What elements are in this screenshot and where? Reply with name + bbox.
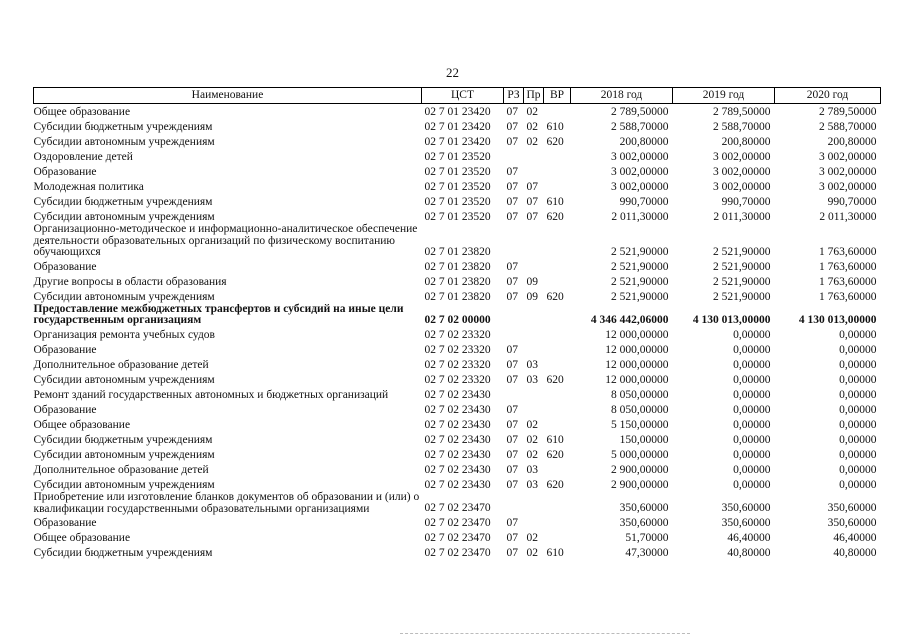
cell-rz: 07 xyxy=(506,211,518,223)
cell-cst: 02 7 01 23420 xyxy=(424,136,491,148)
cell-name: Организация ремонта учебных судов xyxy=(33,328,215,341)
table-row xyxy=(34,447,881,462)
cell-y2019: 3 002,00000 xyxy=(713,166,771,178)
cell-vr: 610 xyxy=(546,547,564,560)
cell-pr: 07 xyxy=(526,181,538,193)
cell-y2020: 0,00000 xyxy=(839,373,877,386)
table-row xyxy=(34,104,881,120)
cell-pr xyxy=(524,149,544,164)
cell-name: Общее образование xyxy=(33,532,131,545)
table-row xyxy=(34,289,881,304)
table-row xyxy=(34,357,881,372)
cell-pr: 02 xyxy=(526,106,538,118)
cell-name: Субсидии бюджетным учреждениям xyxy=(33,547,213,560)
cell-y2019: 0,00000 xyxy=(733,433,771,446)
cell-name: Субсидии автономным учреждениям xyxy=(33,448,215,461)
cell-name: Субсидии бюджетным учреждениям xyxy=(33,121,213,133)
cell-cst: 02 7 01 23820 xyxy=(424,245,491,258)
cell-vr: 620 xyxy=(546,373,564,386)
cell-vr xyxy=(544,417,571,432)
cell-y2018: 2 900,00000 xyxy=(611,478,669,491)
table-body xyxy=(34,104,881,561)
cell-rz: 07 xyxy=(506,433,518,446)
cell-pr: 02 xyxy=(526,136,538,148)
cell-rz: 07 xyxy=(506,121,518,133)
cell-cst: 02 7 02 23470 xyxy=(424,502,491,515)
cell-name: Оздоровление детей xyxy=(33,151,133,163)
cell-pr: 09 xyxy=(526,290,538,303)
cell-name: Субсидии автономным учреждениям xyxy=(33,478,215,491)
cell-rz xyxy=(504,327,524,342)
cell-cst: 02 7 02 23470 xyxy=(424,547,491,560)
cell-rz: 07 xyxy=(506,448,518,461)
cell-y2020: 990,70000 xyxy=(827,196,877,208)
cell-rz: 07 xyxy=(506,373,518,386)
cell-cst: 02 7 01 23820 xyxy=(424,275,491,288)
cell-vr xyxy=(544,402,571,417)
cell-y2019: 46,40000 xyxy=(727,532,771,545)
cell-vr xyxy=(544,342,571,357)
table-row xyxy=(34,179,881,194)
cell-pr: 07 xyxy=(526,196,538,208)
cell-y2020: 2 588,70000 xyxy=(819,121,877,133)
cell-vr xyxy=(544,462,571,477)
cell-y2019: 0,00000 xyxy=(733,358,771,371)
cell-y2020: 4 130 013,00000 xyxy=(798,313,877,326)
cell-rz: 07 xyxy=(506,290,518,303)
cell-y2018: 2 521,90000 xyxy=(611,275,669,288)
cell-vr xyxy=(544,515,571,530)
table-row xyxy=(34,545,881,560)
cell-name: Образование xyxy=(33,403,97,416)
cell-cst: 02 7 02 23430 xyxy=(424,433,491,446)
cell-rz: 07 xyxy=(506,358,518,371)
cell-pr: 03 xyxy=(526,463,538,476)
cell-y2018: 12 000,00000 xyxy=(605,373,669,386)
cell-cst: 02 7 01 23520 xyxy=(424,166,491,178)
cell-y2020: 0,00000 xyxy=(839,388,877,401)
cell-y2018: 150,00000 xyxy=(619,433,669,446)
cell-pr xyxy=(524,492,544,515)
cell-y2018: 8 050,00000 xyxy=(611,403,669,416)
cell-pr xyxy=(524,342,544,357)
cell-rz xyxy=(504,492,524,515)
cell-y2020: 0,00000 xyxy=(839,358,877,371)
cell-y2019: 2 521,90000 xyxy=(713,245,771,258)
table-row xyxy=(34,209,881,224)
cell-y2020: 1 763,60000 xyxy=(819,290,877,303)
budget-table xyxy=(33,87,881,560)
cell-rz: 07 xyxy=(506,166,518,178)
table-row xyxy=(34,327,881,342)
cell-name: Субсидии бюджетным учреждениям xyxy=(33,196,213,208)
footer-divider xyxy=(400,633,690,635)
cell-y2018: 350,60000 xyxy=(619,502,669,515)
cell-y2018: 4 346 442,06000 xyxy=(590,313,669,326)
cell-cst: 02 7 02 23320 xyxy=(424,343,491,356)
cell-rz: 07 xyxy=(506,478,518,491)
cell-rz xyxy=(504,224,524,259)
cell-vr: 620 xyxy=(546,211,564,223)
cell-vr xyxy=(544,274,571,289)
cell-pr: 03 xyxy=(526,478,538,491)
cell-y2018: 2 521,90000 xyxy=(611,260,669,273)
col-header-pr: Пр xyxy=(524,88,544,104)
cell-vr: 610 xyxy=(546,121,564,133)
cell-pr xyxy=(524,259,544,274)
cell-pr: 02 xyxy=(526,448,538,461)
cell-name: Дополнительное образование детей xyxy=(33,463,209,476)
cell-y2020: 1 763,60000 xyxy=(819,245,877,258)
table-row xyxy=(34,432,881,447)
cell-y2019: 200,80000 xyxy=(721,136,771,148)
cell-rz: 07 xyxy=(506,403,518,416)
table-row xyxy=(34,462,881,477)
cell-y2020: 0,00000 xyxy=(839,403,877,416)
cell-y2019: 350,60000 xyxy=(721,502,771,515)
cell-vr xyxy=(544,387,571,402)
cell-y2020: 3 002,00000 xyxy=(819,181,877,193)
cell-y2018: 990,70000 xyxy=(619,196,669,208)
cell-vr: 620 xyxy=(546,448,564,461)
cell-y2020: 350,60000 xyxy=(827,502,877,515)
cell-y2019: 2 011,30000 xyxy=(713,211,771,223)
cell-vr xyxy=(544,327,571,342)
table-row xyxy=(34,194,881,209)
cell-y2020: 0,00000 xyxy=(839,418,877,431)
cell-cst: 02 7 01 23820 xyxy=(424,260,491,273)
cell-cst: 02 7 02 23430 xyxy=(424,478,491,491)
cell-y2020: 0,00000 xyxy=(839,328,877,341)
page-number: 22 xyxy=(446,65,459,80)
cell-name: Другие вопросы в области образования xyxy=(33,275,227,288)
cell-cst: 02 7 02 23430 xyxy=(424,388,491,401)
cell-name: Образование xyxy=(33,343,97,356)
col-header-name: Наименование xyxy=(34,88,422,104)
cell-y2020: 0,00000 xyxy=(839,478,877,491)
cell-vr: 620 xyxy=(546,478,564,491)
cell-y2019: 4 130 013,00000 xyxy=(692,313,771,326)
table-row xyxy=(34,492,881,515)
cell-rz xyxy=(504,304,524,327)
cell-y2018: 350,60000 xyxy=(619,517,669,530)
table-row xyxy=(34,417,881,432)
cell-rz xyxy=(504,387,524,402)
cell-cst: 02 7 01 23520 xyxy=(424,151,491,163)
cell-cst: 02 7 02 23320 xyxy=(424,358,491,371)
cell-y2020: 40,80000 xyxy=(833,547,877,560)
cell-vr xyxy=(544,179,571,194)
cell-rz: 07 xyxy=(506,106,518,118)
table-row xyxy=(34,304,881,327)
cell-y2020: 2 011,30000 xyxy=(819,211,877,223)
cell-y2018: 5 000,00000 xyxy=(611,448,669,461)
cell-pr xyxy=(524,224,544,259)
cell-pr xyxy=(524,164,544,179)
cell-y2019: 0,00000 xyxy=(733,403,771,416)
cell-y2018: 2 789,50000 xyxy=(611,106,669,118)
cell-rz: 07 xyxy=(506,275,518,288)
cell-y2018: 3 002,00000 xyxy=(611,151,669,163)
cell-cst: 02 7 01 23520 xyxy=(424,211,491,223)
cell-y2018: 2 521,90000 xyxy=(611,245,669,258)
cell-pr: 07 xyxy=(526,211,538,223)
cell-rz: 07 xyxy=(506,517,518,530)
table-row xyxy=(34,342,881,357)
cell-y2020: 0,00000 xyxy=(839,448,877,461)
cell-vr xyxy=(544,224,571,259)
cell-y2019: 0,00000 xyxy=(733,328,771,341)
cell-y2020: 200,80000 xyxy=(827,136,877,148)
cell-vr xyxy=(544,530,571,545)
cell-y2018: 2 011,30000 xyxy=(611,211,669,223)
cell-y2019: 0,00000 xyxy=(733,448,771,461)
cell-vr xyxy=(544,259,571,274)
cell-y2020: 0,00000 xyxy=(839,343,877,356)
cell-pr: 09 xyxy=(526,275,538,288)
cell-name: Дополнительное образование детей xyxy=(33,358,209,371)
cell-cst: 02 7 01 23420 xyxy=(424,121,491,133)
cell-cst: 02 7 02 23430 xyxy=(424,418,491,431)
cell-vr xyxy=(544,304,571,327)
cell-name: Предоставление межбюджетных трансфертов и субсидий на иные цели государственным организациям xyxy=(33,302,404,327)
cell-y2019: 990,70000 xyxy=(721,196,771,208)
table-row xyxy=(34,274,881,289)
col-header-vr: ВР xyxy=(544,88,571,104)
col-header-rz: РЗ xyxy=(504,88,524,104)
cell-vr xyxy=(544,104,571,120)
cell-rz xyxy=(504,149,524,164)
cell-pr: 02 xyxy=(526,532,538,545)
cell-vr xyxy=(544,164,571,179)
cell-pr xyxy=(524,327,544,342)
cell-y2019: 3 002,00000 xyxy=(713,181,771,193)
cell-vr: 610 xyxy=(546,433,564,446)
cell-y2018: 200,80000 xyxy=(619,136,669,148)
cell-vr xyxy=(544,357,571,372)
cell-name: Образование xyxy=(33,517,97,530)
cell-y2020: 3 002,00000 xyxy=(819,151,877,163)
cell-y2020: 2 789,50000 xyxy=(819,106,877,118)
cell-vr xyxy=(544,492,571,515)
cell-cst: 02 7 02 00000 xyxy=(424,313,491,326)
col-header-2020: 2020 год xyxy=(775,88,881,104)
cell-y2020: 46,40000 xyxy=(833,532,877,545)
cell-y2018: 2 521,90000 xyxy=(611,290,669,303)
cell-name: Субсидии автономным учреждениям xyxy=(33,136,215,148)
table-row xyxy=(34,530,881,545)
cell-y2019: 350,60000 xyxy=(721,517,771,530)
cell-name: Общее образование xyxy=(33,106,131,118)
col-header-2019: 2019 год xyxy=(673,88,775,104)
cell-name: Организационно-методическое и информационно-аналитическое обеспечение деятельности образовательных организаций по физическому воспитанию обучающихся xyxy=(33,223,418,259)
cell-vr xyxy=(544,149,571,164)
cell-y2018: 2 900,00000 xyxy=(611,463,669,476)
cell-vr: 610 xyxy=(546,196,564,208)
cell-cst: 02 7 01 23420 xyxy=(424,106,491,118)
cell-rz: 07 xyxy=(506,547,518,560)
cell-name: Ремонт зданий государственных автономных и бюджетных организаций xyxy=(33,389,389,402)
cell-cst: 02 7 02 23320 xyxy=(424,328,491,341)
cell-y2018: 8 050,00000 xyxy=(611,388,669,401)
cell-rz: 07 xyxy=(506,136,518,148)
cell-y2019: 0,00000 xyxy=(733,343,771,356)
cell-y2020: 1 763,60000 xyxy=(819,260,877,273)
cell-name: Образование xyxy=(33,166,97,178)
cell-pr: 03 xyxy=(526,373,538,386)
cell-pr: 02 xyxy=(526,547,538,560)
table-row xyxy=(34,224,881,259)
cell-y2019: 3 002,00000 xyxy=(713,151,771,163)
cell-pr: 03 xyxy=(526,358,538,371)
table-row xyxy=(34,372,881,387)
cell-cst: 02 7 01 23520 xyxy=(424,196,491,208)
cell-y2020: 1 763,60000 xyxy=(819,275,877,288)
cell-pr xyxy=(524,402,544,417)
table-header-row xyxy=(34,88,881,104)
table-row xyxy=(34,134,881,149)
cell-rz: 07 xyxy=(506,181,518,193)
cell-y2019: 0,00000 xyxy=(733,463,771,476)
cell-y2018: 5 150,00000 xyxy=(611,418,669,431)
table-row xyxy=(34,515,881,530)
cell-y2018: 47,30000 xyxy=(625,547,669,560)
table-row xyxy=(34,402,881,417)
cell-rz: 07 xyxy=(506,463,518,476)
cell-rz: 07 xyxy=(506,343,518,356)
cell-cst: 02 7 02 23430 xyxy=(424,463,491,476)
cell-y2019: 0,00000 xyxy=(733,373,771,386)
cell-pr xyxy=(524,387,544,402)
cell-y2020: 350,60000 xyxy=(827,517,877,530)
cell-rz: 07 xyxy=(506,260,518,273)
cell-y2019: 2 521,90000 xyxy=(713,275,771,288)
cell-name: Субсидии автономным учреждениям xyxy=(33,290,215,303)
cell-y2018: 12 000,00000 xyxy=(605,328,669,341)
cell-name: Приобретение или изготовление бланков документов об образовании и (или) о квалификации государственными образовательными организациями xyxy=(33,490,420,515)
table-row xyxy=(34,259,881,274)
cell-cst: 02 7 02 23320 xyxy=(424,373,491,386)
cell-y2020: 0,00000 xyxy=(839,433,877,446)
table-row xyxy=(34,119,881,134)
cell-y2018: 12 000,00000 xyxy=(605,358,669,371)
cell-name: Общее образование xyxy=(33,418,131,431)
cell-cst: 02 7 01 23520 xyxy=(424,181,491,193)
cell-name: Образование xyxy=(33,260,97,273)
table-row xyxy=(34,387,881,402)
cell-cst: 02 7 02 23470 xyxy=(424,517,491,530)
cell-y2019: 0,00000 xyxy=(733,418,771,431)
cell-name: Субсидии автономным учреждениям xyxy=(33,211,215,223)
cell-y2019: 0,00000 xyxy=(733,388,771,401)
cell-cst: 02 7 02 23430 xyxy=(424,403,491,416)
table-row xyxy=(34,164,881,179)
cell-rz: 07 xyxy=(506,196,518,208)
cell-pr: 02 xyxy=(526,433,538,446)
cell-rz: 07 xyxy=(506,532,518,545)
cell-vr: 620 xyxy=(546,290,564,303)
cell-y2019: 0,00000 xyxy=(733,478,771,491)
cell-cst: 02 7 02 23430 xyxy=(424,448,491,461)
cell-rz: 07 xyxy=(506,418,518,431)
cell-y2019: 2 521,90000 xyxy=(713,260,771,273)
cell-name: Субсидии бюджетным учреждениям xyxy=(33,433,213,446)
cell-y2019: 40,80000 xyxy=(727,547,771,560)
cell-name: Субсидии автономным учреждениям xyxy=(33,373,215,386)
cell-name: Молодежная политика xyxy=(33,181,144,193)
table-row xyxy=(34,149,881,164)
col-header-cst: ЦСТ xyxy=(422,88,504,104)
cell-y2019: 2 789,50000 xyxy=(713,106,771,118)
cell-y2018: 12 000,00000 xyxy=(605,343,669,356)
cell-pr: 02 xyxy=(526,121,538,133)
cell-y2019: 2 588,70000 xyxy=(713,121,771,133)
cell-pr xyxy=(524,515,544,530)
cell-y2019: 2 521,90000 xyxy=(713,290,771,303)
cell-y2020: 3 002,00000 xyxy=(819,166,877,178)
cell-y2020: 0,00000 xyxy=(839,463,877,476)
cell-pr: 02 xyxy=(526,418,538,431)
cell-y2018: 2 588,70000 xyxy=(611,121,669,133)
cell-cst: 02 7 01 23820 xyxy=(424,290,491,303)
cell-pr xyxy=(524,304,544,327)
cell-cst: 02 7 02 23470 xyxy=(424,532,491,545)
col-header-2018: 2018 год xyxy=(571,88,673,104)
cell-vr: 620 xyxy=(546,136,564,148)
cell-y2018: 51,70000 xyxy=(625,532,669,545)
cell-y2018: 3 002,00000 xyxy=(611,166,669,178)
table-row xyxy=(34,477,881,492)
cell-y2018: 3 002,00000 xyxy=(611,181,669,193)
